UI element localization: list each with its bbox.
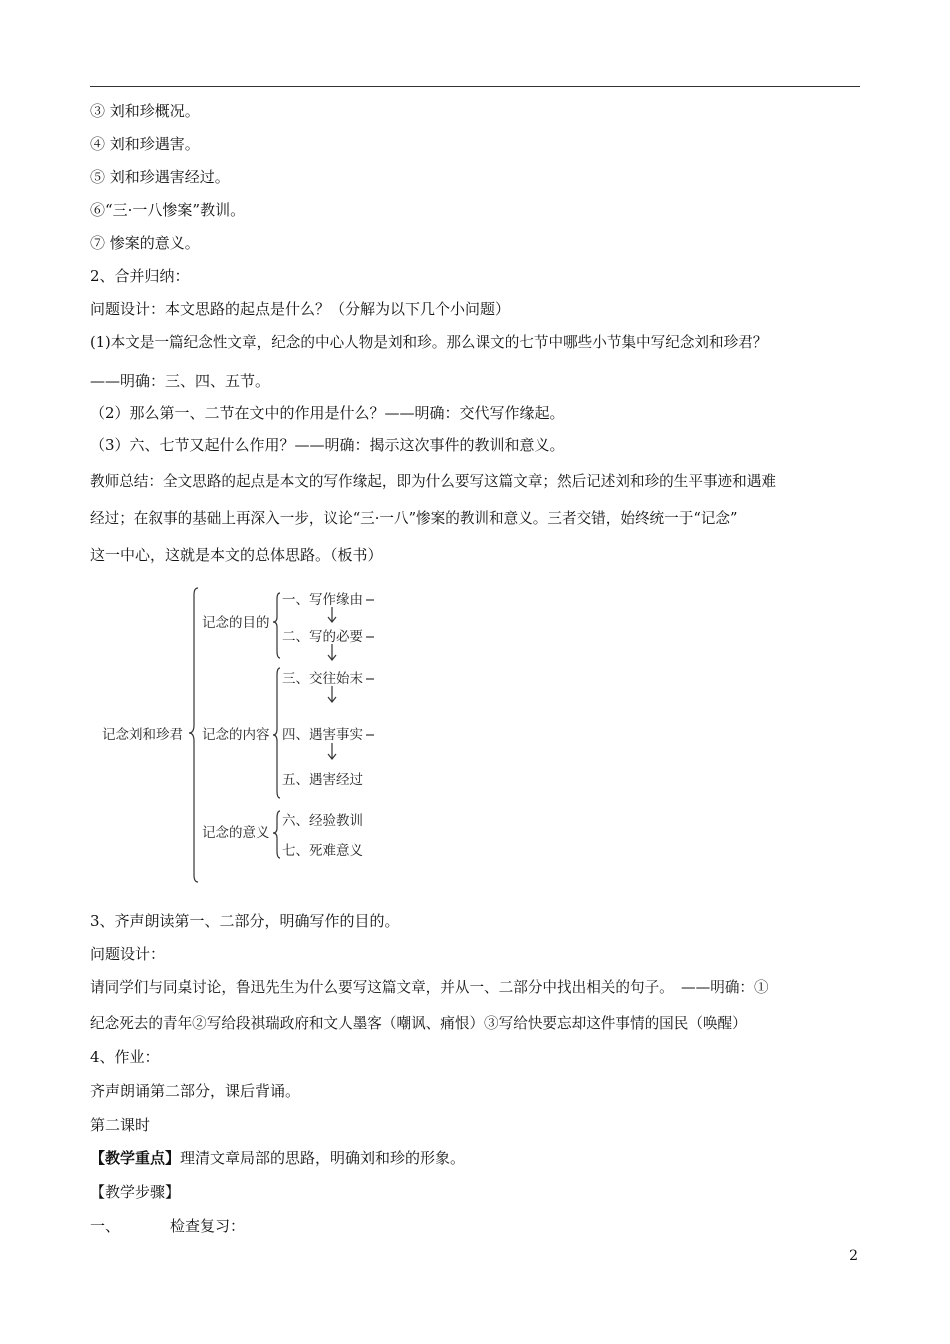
group-brace bbox=[273, 593, 280, 658]
text-line: ——明确：三、四、五节。 bbox=[90, 372, 271, 390]
diagram-group-label: 记念的目的 bbox=[202, 615, 270, 631]
step-one bbox=[90, 1216, 245, 1236]
main-brace bbox=[189, 588, 198, 882]
text-line: （2）那么第一、二节在文中的作用是什么？——明确：交代写作缘起。 bbox=[90, 404, 565, 422]
text-line: 这一中心，这就是本文的总体思路。（板书） bbox=[90, 546, 383, 564]
focus-text: 理清文章局部的思路，明确刘和珍的形象。 bbox=[180, 1149, 466, 1167]
text-line: ④ 刘和珍遇害。 bbox=[90, 135, 200, 153]
text-line: 第二课时 bbox=[90, 1116, 151, 1134]
text-line: 请同学们与同桌讨论，鲁迅先生为什么要写这篇文章，并从一、二部分中找出相关的句子。 ——明确：① bbox=[90, 979, 769, 996]
text-line: 经过；在叙事的基础上再深入一步，议论“三·一八”惨案的教训和意义。三者交错，始终统一于“记念” bbox=[90, 510, 738, 527]
text-line: 2、合并归纳： bbox=[90, 267, 190, 285]
text-line: 齐声朗诵第二部分，课后背诵。 bbox=[90, 1082, 301, 1100]
diagram-item: 三、交往始末 bbox=[282, 671, 363, 687]
text-line: ⑦ 惨案的意义。 bbox=[90, 234, 200, 252]
diagram-item: 四、遇害事实 bbox=[282, 727, 363, 743]
diagram-item: 五、遇害经过 bbox=[282, 772, 363, 788]
step-number: 一、 bbox=[90, 1217, 121, 1235]
step-text: 检查复习： bbox=[170, 1217, 246, 1235]
group-brace bbox=[273, 811, 280, 858]
text-line: 问题设计： bbox=[90, 945, 166, 963]
focus-label: 【教学重点】 bbox=[90, 1149, 181, 1167]
group-brace bbox=[273, 668, 280, 798]
text-line: ⑤ 刘和珍遇害经过。 bbox=[90, 168, 230, 186]
diagram-item: 七、死难意义 bbox=[282, 843, 363, 859]
diagram-group-label: 记念的意义 bbox=[202, 825, 270, 841]
outline-diagram bbox=[100, 583, 400, 888]
diagram-item: 二、写的必要 bbox=[282, 629, 363, 645]
text-line: 3、齐声朗读第一、二部分，明确写作的目的。 bbox=[90, 912, 400, 930]
text-line: 问题设计：本文思路的起点是什么？（分解为以下几个小问题） bbox=[90, 300, 511, 318]
text-line: 教师总结：全文思路的起点是本文的写作缘起，即为什么要写这篇文章；然后记述刘和珍的生平事迹和遇难 bbox=[90, 473, 776, 490]
diagram-item: 一、写作缘由 bbox=[282, 592, 363, 608]
diagram-root: 记念刘和珍君 bbox=[102, 727, 183, 743]
diagram-group-label: 记念的内容 bbox=[202, 727, 270, 743]
focus-line bbox=[90, 1148, 465, 1168]
page-number: 2 bbox=[849, 1248, 858, 1264]
steps-heading: 【教学步骤】 bbox=[90, 1183, 181, 1201]
text-line: ⑥“三·一八惨案”教训。 bbox=[90, 201, 246, 219]
text-line: (1)本文是一篇纪念性文章，纪念的中心人物是刘和珍。那么课文的七节中哪些小节集中写纪念刘和珍君？ bbox=[90, 334, 768, 351]
text-line: 4、作业： bbox=[90, 1048, 160, 1066]
text-line: 纪念死去的青年②写给段祺瑞政府和文人墨客（嘲讽、痛恨）③写给快要忘却这件事情的国民（唤醒） bbox=[90, 1015, 747, 1032]
text-line: （3）六、七节又起什么作用？——明确：揭示这次事件的教训和意义。 bbox=[90, 436, 565, 454]
text-line: ③ 刘和珍概况。 bbox=[90, 102, 200, 120]
diagram-item: 六、经验教训 bbox=[282, 813, 363, 829]
header-rule bbox=[90, 86, 860, 87]
